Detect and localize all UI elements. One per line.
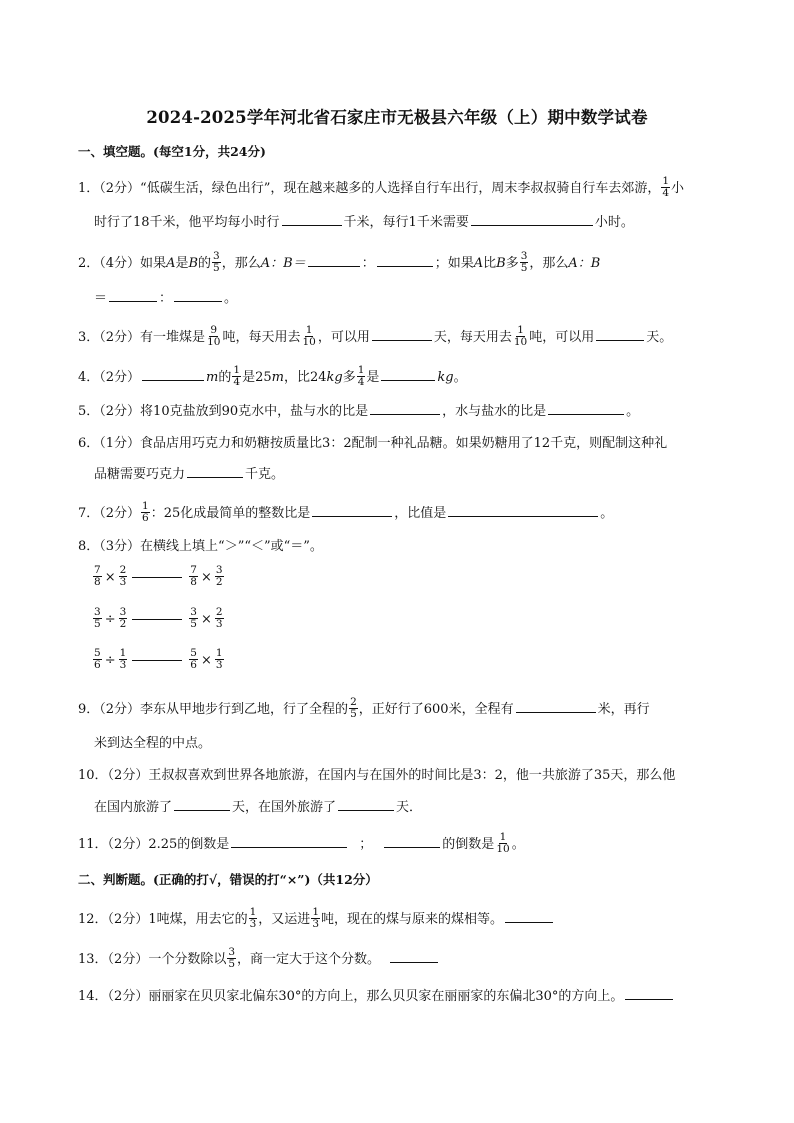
answer-blank[interactable] — [142, 367, 204, 381]
question-10-line-2: 在国内旅游了 天，在国外旅游了 天． — [94, 797, 422, 818]
answer-blank[interactable] — [377, 253, 433, 267]
question-3: 3．（2分）有一堆煤是 $\frac{9}{10}$ 吨，每天用去 $\frac{1}{10}$ ，可以用 天，每天用去 $\frac{1}{10}$ 吨，可以用 天。 — [78, 324, 673, 348]
fraction: $\frac{1}{10}$ — [513, 324, 528, 348]
question-12: 12．（2分）1吨煤，用去它的 $\frac{1}{3}$ ，又运进 $\frac{1}{3}$ 吨，现在的煤与原来的煤相等。 — [78, 908, 555, 931]
compare-blank[interactable] — [132, 660, 182, 661]
compare-blank[interactable] — [132, 577, 182, 578]
fraction: $\frac{1}{4}$ — [662, 175, 670, 199]
answer-blank[interactable] — [370, 401, 440, 415]
question-1-line-1 — [78, 177, 684, 200]
fraction: $\frac{1}{4}$ — [233, 364, 241, 388]
fraction: $\frac{1}{3}$ — [312, 906, 319, 930]
question-9-line-2: 米到达全程的中点。 — [94, 736, 212, 751]
section-heading-fill-blank: 一、填空题。(每空1分，共24分) — [78, 144, 266, 159]
question-2-line-2: ＝ ： 。 — [94, 288, 237, 309]
question-6-line-1: 6．（1分）食品店用巧克力和奶糖按质量比3：2配制一种礼品糖。如果奶糖用了12千克，则配制这种礼 — [78, 436, 668, 451]
question-14: 14．（2分）丽丽家在贝贝家北偏东30°的方向上，那么贝贝家在丽丽家的东偏北30°的方向上。 — [78, 986, 675, 1007]
answer-blank[interactable] — [381, 367, 435, 381]
question-5: 5．（2分）将10克盐放到90克水中，盐与水的比是 ，水与盐水的比是 。 — [78, 401, 639, 422]
answer-blank[interactable] — [505, 909, 553, 923]
answer-blank[interactable] — [548, 401, 624, 415]
question-7: 7．（2分） $\frac{1}{6}$ ：25化成最简单的整数比是 ，比值是 。 — [78, 500, 614, 524]
question-8: 8．（3分）在横线上填上“＞”“＜”或“＝”。 — [78, 539, 323, 554]
question-9-line-1: 9．（2分）李东从甲地步行到乙地，行了全程的 $\frac{2}{5}$ ，正好行了600米，全程有 米，再行 — [78, 696, 650, 720]
page-title: 2024-2025学年河北省石家庄市无极县六年级（上）期中数学试卷 — [146, 108, 648, 127]
fraction: $\frac{1}{4}$ — [357, 364, 365, 388]
question-4: 4．（2分） m的 $\frac{1}{4}$ 是25m，比24kg多 $\frac{1}{4}$ 是 kg。 — [78, 364, 467, 388]
answer-blank[interactable] — [384, 834, 440, 848]
question-1-line-2: 时行了18千米，他平均每小时行 千米，每行1千米需要 小时。 — [94, 212, 634, 233]
question-13: 13．（2分）一个分数除以 $\frac{3}{5}$ ，商一定大于这个分数。 — [78, 948, 440, 971]
fraction: $\frac{1}{3}$ — [249, 906, 257, 930]
fraction: $\frac{2}{5}$ — [350, 696, 357, 720]
answer-blank[interactable] — [231, 834, 347, 848]
answer-blank[interactable] — [174, 288, 222, 302]
answer-blank[interactable] — [596, 327, 644, 341]
answer-blank[interactable] — [187, 464, 243, 478]
answer-blank[interactable] — [471, 212, 593, 226]
fraction: $\frac{3}{5}$ — [213, 250, 220, 274]
fraction: $\frac{1}{10}$ — [302, 324, 316, 348]
fraction: $\frac{3}{5}$ — [520, 250, 528, 274]
answer-blank[interactable] — [282, 212, 342, 226]
compare-blank[interactable] — [132, 619, 182, 620]
fraction: $\frac{9}{10}$ — [207, 324, 221, 348]
fraction: $\frac{3}{5}$ — [228, 946, 236, 970]
question-text: 小 — [671, 181, 685, 196]
question-number: 1．（2分） — [78, 181, 141, 196]
answer-blank[interactable] — [308, 253, 360, 267]
question-10-line-1: 10．（2分）王叔叔喜欢到世界各地旅游，在国内与在国外的时间比是3：2，他一共旅游了35天，那么他 — [78, 768, 676, 783]
answer-blank[interactable] — [109, 288, 157, 302]
question-11: 11．（2分）2.25的倒数是 ； 的倒数是 $\frac{1}{10}$ 。 — [78, 831, 525, 855]
answer-blank[interactable] — [338, 797, 394, 811]
comparison-row-2: $\frac{3}{5}$ ÷ $\frac{3}{2}$ $\frac{3}{5}$ × $\frac{2}{3}$ — [94, 606, 223, 630]
question-2-line-1: 2．（4分）如果A是B的 $\frac{3}{5}$ ，那么A：B＝ ： ；如果A比B多 $\frac{3}{5}$ ，那么A：B — [78, 250, 601, 274]
answer-blank[interactable] — [625, 986, 673, 1000]
question-6-line-2: 品糖需要巧克力 千克。 — [94, 464, 284, 485]
answer-blank[interactable] — [174, 797, 230, 811]
answer-blank[interactable] — [448, 503, 598, 517]
question-text: “低碳生活，绿色出行”，现在越来越多的人选择自行车出行，周末李叔叔骑自行车去郊游， — [140, 181, 661, 196]
answer-blank[interactable] — [516, 699, 596, 713]
comparison-row-3: $\frac{5}{6}$ ÷ $\frac{1}{3}$ $\frac{5}{6}$ × $\frac{1}{3}$ — [94, 647, 223, 671]
answer-blank[interactable] — [312, 503, 392, 517]
fraction: $\frac{1}{6}$ — [142, 500, 149, 524]
fraction: $\frac{1}{10}$ — [496, 831, 510, 855]
answer-blank[interactable] — [390, 949, 438, 963]
comparison-row-1: $\frac{7}{8}$ × $\frac{2}{3}$ $\frac{7}{8}$ × $\frac{3}{2}$ — [94, 564, 223, 588]
section-heading-true-false: 二、判断题。(正确的打√，错误的打“×”)（共12分） — [78, 872, 378, 887]
answer-blank[interactable] — [372, 327, 432, 341]
